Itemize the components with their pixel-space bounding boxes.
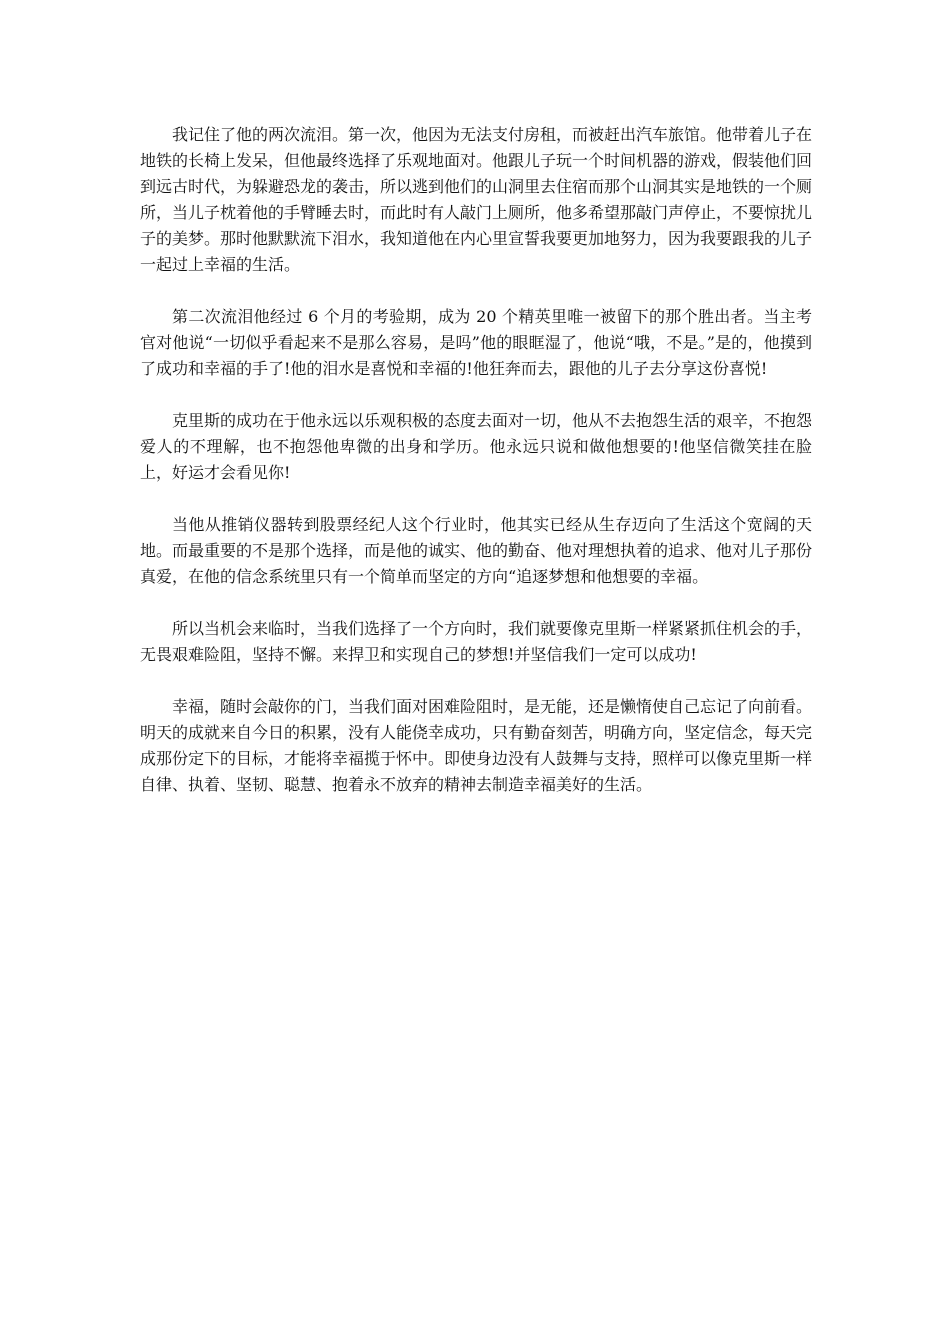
paragraph-4: 当他从推销仪器转到股票经纪人这个行业时，他其实已经从生存迈向了生活这个宽阔的天地。而最重要的不是那个选择，而是他的诚实、他的勤奋、他对理想执着的追求、他对儿子那份真爱，在他的信念系统里只有一个简单而坚定的方向“追逐梦想和他想要的幸福。 xyxy=(140,515,813,586)
document-body xyxy=(140,122,812,824)
paragraph-2: 第二次流泪他经过 6 个月的考验期，成为 20 个精英里唯一被留下的那个胜出者。当主考官对他说“一切似乎看起来不是那么容易，是吗”他的眼眶湿了，他说“哦，不是。”是的，他摸到了成功和幸福的手了!他的泪水是喜悦和幸福的!他狂奔而去，跟他的儿子去分享这份喜悦! xyxy=(140,307,812,378)
paragraph-3: 克里斯的成功在于他永远以乐观积极的态度去面对一切，他从不去抱怨生活的艰辛，不抱怨爱人的不理解，也不抱怨他卑微的出身和学历。他永远只说和做他想要的!他坚信微笑挂在脸上，好运才会看见你! xyxy=(140,411,813,482)
paragraph-1: 我记住了他的两次流泪。第一次，他因为无法支付房租，而被赶出汽车旅馆。他带着儿子在地铁的长椅上发呆，但他最终选择了乐观地面对。他跟儿子玩一个时间机器的游戏，假装他们回到远古时代，为躲避恐龙的袭击，所以逃到他们的山洞里去住宿而那个山洞其实是地铁的一个厕所，当儿子枕着他的手臂睡去时，而此时有人敲门上厕所，他多希望那敲门声停止，不要惊扰儿子的美梦。那时他默默流下泪水，我知道他在内心里宣誓我要更加地努力，因为我要跟我的儿子一起过上幸福的生活。 xyxy=(140,125,813,274)
paragraph-5: 所以当机会来临时，当我们选择了一个方向时，我们就要像克里斯一样紧紧抓住机会的手，无畏艰难险阻，坚持不懈。来捍卫和实现自己的梦想!并坚信我们一定可以成功! xyxy=(140,619,813,664)
paragraph-6: 幸福，随时会敲你的门，当我们面对困难险阻时，是无能，还是懒惰使自己忘记了向前看。明天的成就来自今日的积累，没有人能侥幸成功，只有勤奋刻苦，明确方向，坚定信念，每天完成那份定下的目标，才能将幸福揽于怀中。即使身边没有人鼓舞与支持，照样可以像克里斯一样自律、执着、坚韧、聪慧、抱着永不放弃的精神去制造幸福美好的生活。 xyxy=(140,697,813,794)
